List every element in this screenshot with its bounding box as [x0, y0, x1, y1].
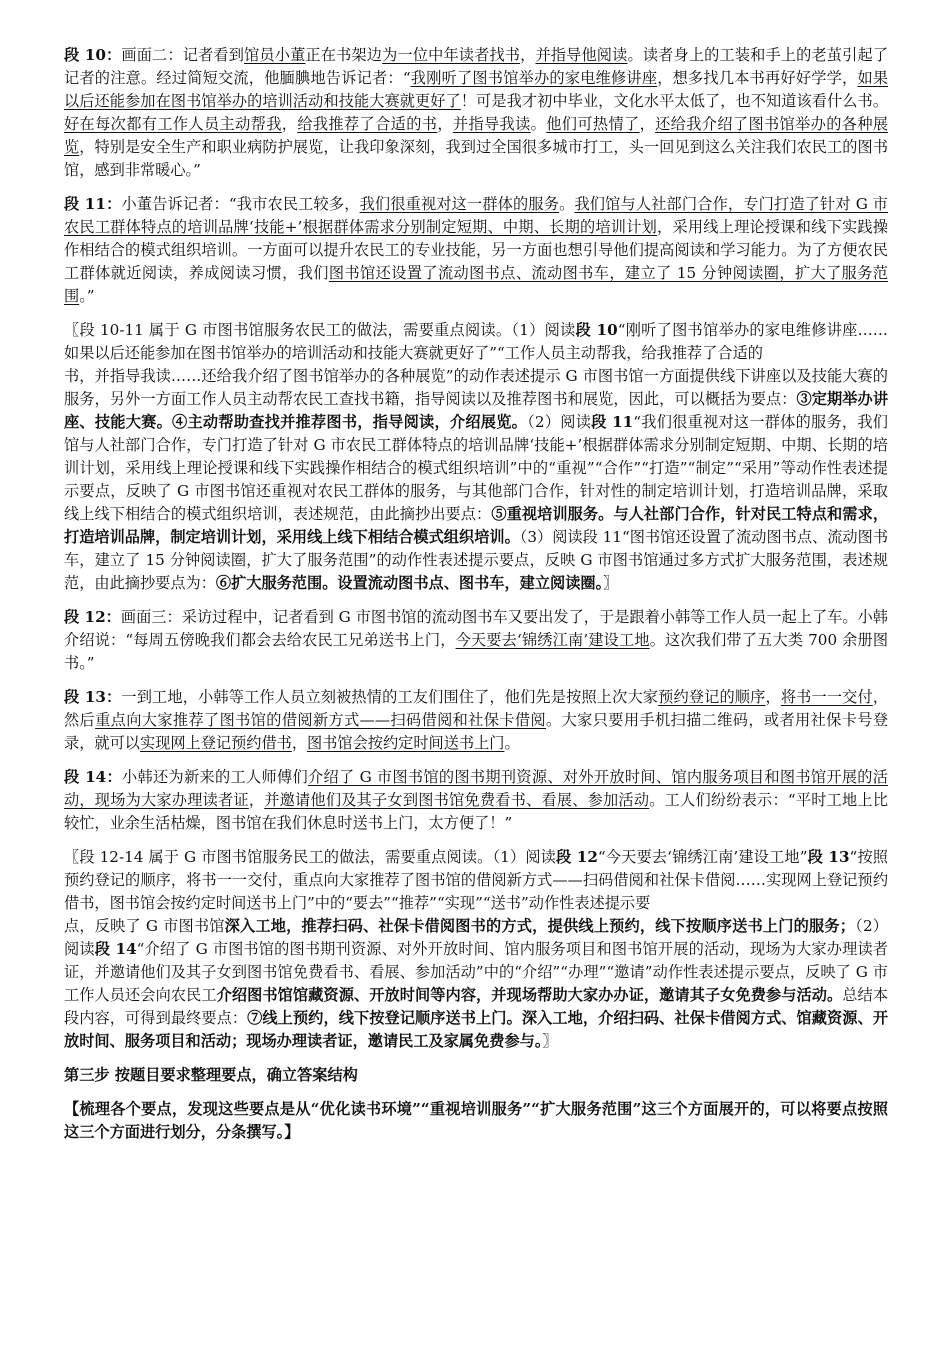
underlined-text: 好在每次都有工作人员主动帮我 — [64, 115, 282, 133]
text-run: 〖段 12-14 属于 G 市图书馆服务民工的做法，需要重点阅读。（1）阅读 — [64, 848, 556, 866]
text-run: 一到工地，小韩等工作人员立刻被热情的工友们围住了，他们先是按照上次大家 — [121, 688, 659, 706]
analysis-line — [64, 846, 888, 915]
text-run: 。” — [79, 287, 95, 305]
text-run: “我们很重视对这一群体的服务，我们馆与人社部门合作，专门打造了针对 G 市农民工群体特点的培训品牌‘技能+’根据群体需求分别制定短期、中期、长期的培训计划，采用线上理论授课和线下实践操作相结合的模式组织培训”中的“重视”“合作”“打造”“制定”“采用”等动作性表述提示要点，反映了 G 市图书馆还重视对农民工群体的服务，与其他部门合作，针对性的制定培训计划，打造培训品牌，采取线上线下相结合的模式组织培训，表述规范，由此摘抄出要点： — [64, 413, 888, 523]
text-run: ， — [437, 115, 453, 133]
underlined-text: 介绍了 G 市图书馆的图书期刊资源、对外开放时间、馆内服务项目和图书馆开展的活动，现场为大家办理读者证 — [64, 768, 888, 809]
underlined-text: 馆员小董 — [244, 46, 306, 64]
text-run: 总结本段内容，可得到最终要点： — [64, 986, 889, 1027]
underlined-text: 今天要去‘锦绣江南’建设工地 — [455, 631, 650, 649]
text-run: 〗 — [603, 574, 619, 592]
underlined-text: 图书馆还设置了流动图书点、流动图书车，建立了 15 分钟阅读圈，扩大了服务范围 — [64, 264, 888, 305]
underlined-text: 预约登记的顺序 — [658, 688, 766, 706]
underlined-text: 我们馆与人社部门合作，专门打造了针对 G 市农民工群体特点的培训品牌‘技能+’根据群体需求分别制定短期、中期、长期的培训计划 — [64, 195, 888, 236]
bold-text: 段 13： — [64, 688, 122, 706]
text-run: “今天要去‘锦绣江南’建设工地” — [597, 848, 808, 866]
underlined-text: 并指导我读 — [452, 115, 531, 133]
underlined-text: 图书馆会按约定时间送书上门 — [307, 734, 505, 752]
bold-text: 第三步 按题目要求整理要点，确立答案结构 — [64, 1066, 358, 1084]
text-run: ，想多找几本书再好好学学， — [657, 69, 858, 87]
text-run: 正在书架边 — [305, 46, 383, 64]
text-run: ， — [248, 791, 265, 809]
text-run: 。工人们纷纷表示：“平时工地上比较忙，业余生活枯燥，图书馆在我们休息时送书上门，太方便了！” — [64, 791, 889, 832]
underlined-text: 实现网上登记预约借书 — [139, 734, 292, 752]
text-run: 。 — [504, 734, 520, 752]
paragraph-11 — [64, 193, 888, 308]
text-run: 点，反映了 G 市图书馆 — [64, 917, 225, 935]
text-run: 。 — [559, 195, 575, 213]
text-run: 画面三：采访过程中，记者看到 G 市图书馆的流动图书车又要出发了，于是跟着小韩等工作人员一起上了车。小韩介绍说：“每周五傍晚我们都会去给农民工兄弟送书上门， — [64, 608, 888, 649]
paragraph-14 — [64, 766, 888, 835]
underlined-text: 我们很重视对这一群体的服务 — [359, 195, 560, 213]
bold-text: 段 12 — [555, 848, 598, 866]
bold-text: 介绍图书馆馆藏资源、开放时间等内容，并现场帮助大家办办证，邀请其子女免费参与活动。 — [216, 986, 843, 1004]
analysis-line — [64, 915, 888, 1053]
text-run: “介绍了 G 市图书馆的图书期刊资源、对外开放时间、馆内服务项目和图书馆开展的活动，现场为大家办理读者证，并邀请他们及其子女到图书馆免费看书、看展、参加活动”中的“介绍”“办理”“邀请”动作性表述提示要点，反映了 G 市工作人员还会向农民工 — [64, 940, 888, 1004]
text-run: ，特别是安全生产和职业病防护展览，让我印象深刻，我到过全国很多城市打工，头一回见到这么关注我们农民工的图书馆，感到非常暖心。” — [64, 138, 889, 179]
underlined-text: 将书一一交付 — [780, 688, 873, 706]
underlined-text: 还给我介绍了图书馆举办的各种展览 — [64, 115, 889, 156]
text-run: ！可是我才初中毕业，文化水平太低了，也不知道该看什么书。 — [460, 92, 889, 110]
text-run: 。读者身上的工装和手上的老茧引起了记者的注意。经过简短交流，他腼腆地告诉记者：“ — [64, 46, 889, 87]
document-page — [64, 44, 888, 1155]
analysis-line — [64, 319, 888, 365]
step-3-heading — [64, 1064, 888, 1087]
text-run: 。大家只要用手机扫描二维码，或者用社保卡号登录，就可以 — [64, 711, 889, 752]
text-run: 〗 — [542, 1032, 558, 1050]
underlined-text: 为一位中年读者找书 — [382, 46, 521, 64]
bold-text: ⑤重视培训服务。与人社部门合作，针对民工特点和需求，打造培训品牌，制定培训计划，采用线上线下相结合模式组织培训。 — [64, 505, 889, 546]
analysis-12-14 — [64, 846, 888, 1053]
text-run: 画面二：记者看到 — [121, 46, 245, 64]
text-run: 小韩还为新来的工人师傅们 — [122, 768, 309, 786]
text-run: 书，并指导我读……还给我介绍了图书馆举办的各种展览”的动作表述提示 G 市图书馆一方面提供线下讲座以及技能大赛的服务，另外一方面工作人员主动帮农民工查找书籍，指导阅读以及推荐图书和展览，因此，可以概括为要点： — [64, 367, 888, 408]
text-run: （2）阅读 — [527, 413, 592, 431]
bold-text: 段 13 — [807, 848, 850, 866]
bold-text: 【梳理各个要点，发现这些要点是从“优化读书环境”“重视培训服务”“扩大服务范围”这三个方面展开的，可以将要点按照这三个方面进行划分，分条撰写。】 — [64, 1100, 888, 1141]
text-run: 。 — [530, 115, 547, 133]
bold-text: 段 12： — [64, 608, 121, 626]
bold-text: ⑥扩大服务范围。设置流动图书点、图书车，建立阅读圈。 — [215, 574, 604, 592]
analysis-line — [64, 365, 888, 595]
text-run: （3）阅读段 11“图书馆还设置了流动图书点、流动图书车，建立了 15 分钟阅读圈，扩大了服务范围”的动作性表述提示要点，反映 G 市图书馆通过多方式扩大服务范围，表述规范，由此摘抄要点为： — [64, 528, 889, 592]
underlined-text: 重点向大家推荐了图书馆的借阅新方式——扫码借阅和社保卡借阅 — [95, 711, 547, 729]
text-run: ， — [520, 46, 536, 64]
bold-text: 段 14 — [94, 940, 137, 958]
text-run: ， — [639, 115, 656, 133]
text-run: “按照预约登记的顺序，将书一一交付，重点向大家推荐了图书馆的借阅新方式——扫码借阅和社保卡借阅……实现网上登记预约借书，图书馆会按约定时间送书上门”中的“要去”“推荐”“实现”“送书”动作性表述提示要 — [64, 848, 888, 912]
bold-text: 段 14： — [64, 768, 123, 786]
underlined-text: 并指导他阅读 — [535, 46, 628, 64]
text-run: ， — [281, 115, 298, 133]
underlined-text: 给我推荐了合适的书 — [297, 115, 438, 133]
text-run: “刚听了图书馆举办的家电维修讲座……如果以后还能参加在图书馆举办的培训活动和技能大赛就更好了”“工作人员主动帮我，给我推荐了合适的 — [64, 321, 888, 362]
bold-text: 段 11： — [64, 195, 122, 213]
underlined-text: 如果以后还能参加在图书馆举办的培训活动和技能大赛就更好了 — [64, 69, 889, 110]
text-run: （2）阅读 — [64, 917, 888, 958]
bold-text: 段 10 — [575, 321, 618, 339]
bold-text: 段 11 — [591, 413, 634, 431]
underlined-text: 我刚听了图书馆举办的家电维修讲座 — [410, 69, 658, 87]
text-run: ，然后 — [64, 688, 889, 729]
bold-text: 段 10： — [64, 46, 122, 64]
bold-text: ③定期举办讲座、技能大赛。④主动帮助查找并推荐图书，指导阅读，介绍展览。 — [64, 390, 889, 431]
analysis-10-11 — [64, 319, 888, 595]
summary-paragraph — [64, 1098, 888, 1144]
text-run: ， — [765, 688, 781, 706]
paragraph-13 — [64, 686, 888, 755]
text-run: ， — [291, 734, 307, 752]
underlined-text: 他们可热情了 — [546, 115, 640, 133]
text-run: 小董告诉记者：“我市农民工较多， — [121, 195, 360, 213]
bold-text: ⑦线上预约，线下按登记顺序送书上门。深入工地，介绍扫码、社保卡借阅方式、馆藏资源、开放时间、服务项目和活动；现场办理读者证，邀请民工及家属免费参与。 — [64, 1009, 889, 1050]
text-run: 〖段 10-11 属于 G 市图书馆服务农民工的做法，需要重点阅读。（1）阅读 — [64, 321, 576, 339]
text-run: 。这次我们带了五大类 700 余册图书。” — [64, 631, 889, 672]
underlined-text: 并邀请他们及其子女到图书馆免费看书、看展、参加活动 — [264, 791, 650, 809]
bold-text: 深入工地，推荐扫码、社保卡借阅图书的方式，提供线上预约，线下按顺序送书上门的服务； — [224, 917, 855, 935]
text-run: ，采用线上理论授课和线下实践操作相结合的模式组织培训。一方面可以提升农民工的专业技能，另一方面也想引导他们提高阅读和学习能力。为了方便农民工群体就近阅读，养成阅读习惯，我们 — [64, 218, 888, 282]
paragraph-12 — [64, 606, 888, 675]
paragraph-10 — [64, 44, 888, 182]
